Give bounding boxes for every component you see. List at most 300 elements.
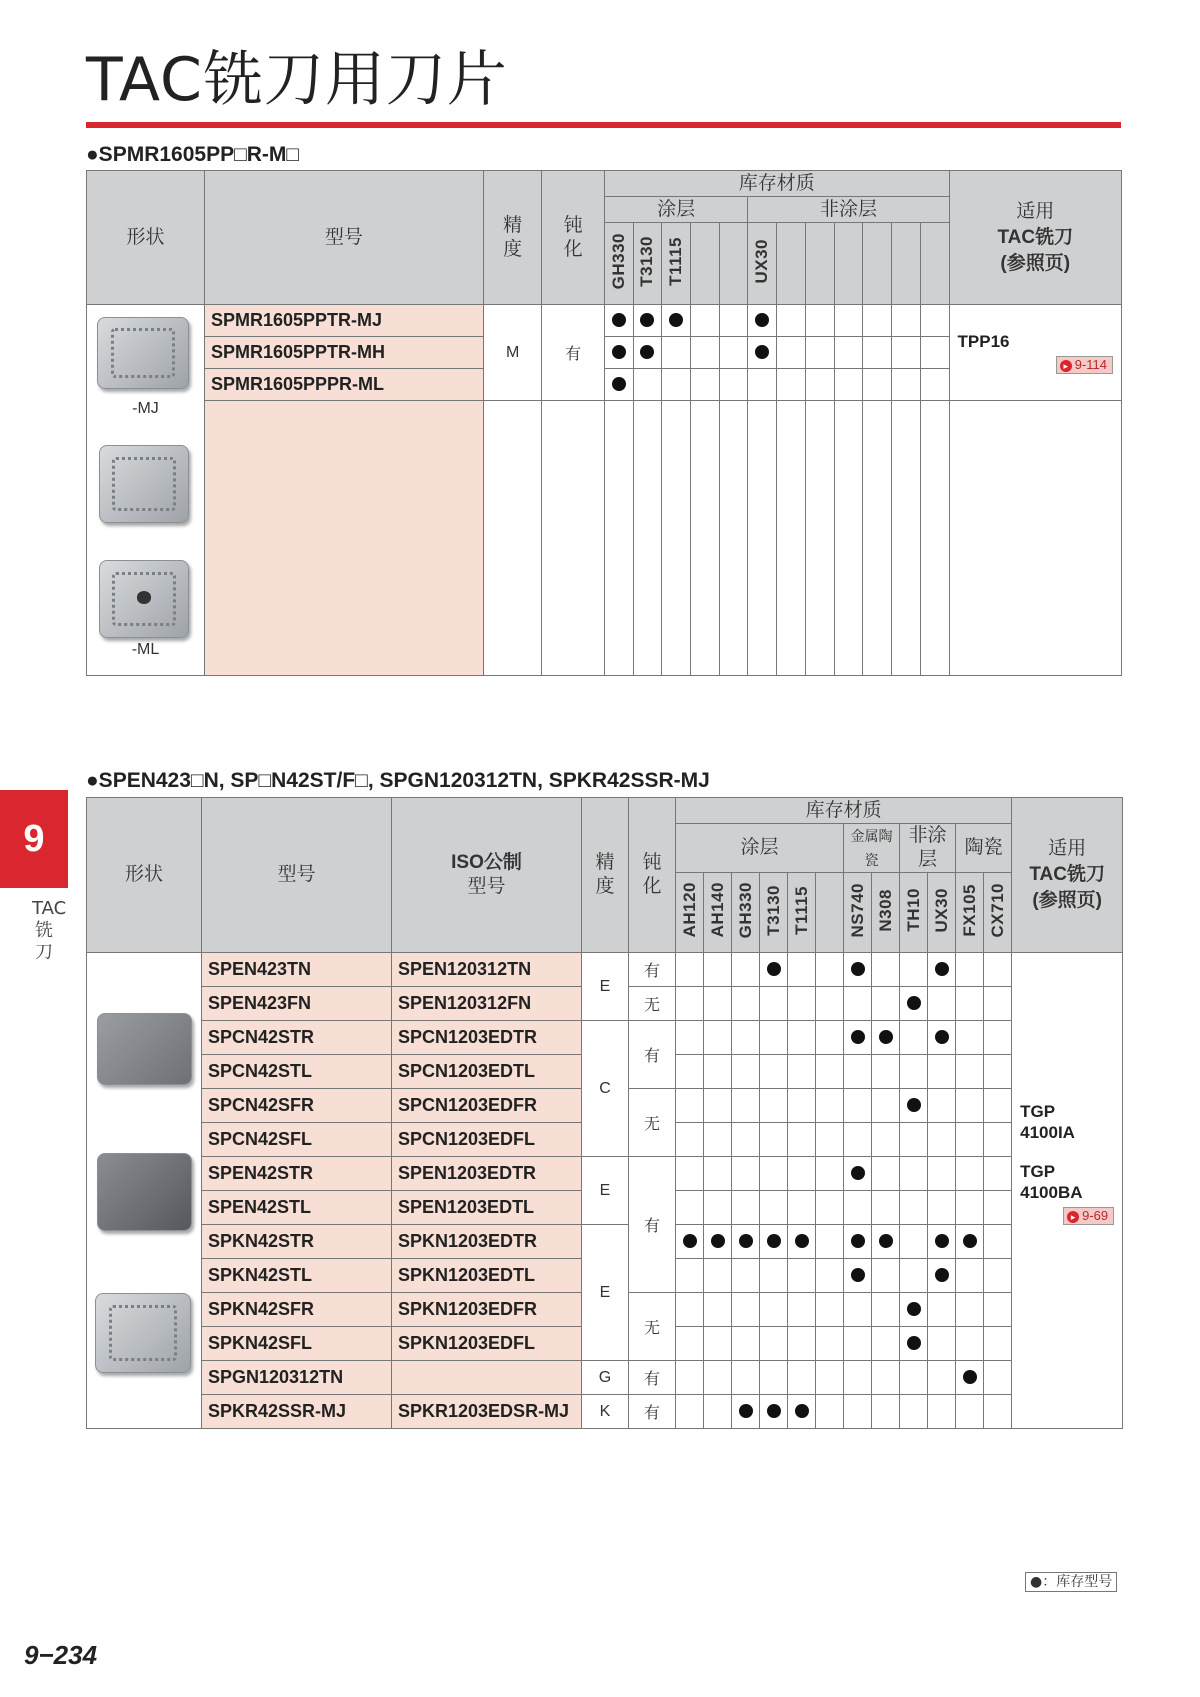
stock-cell	[844, 987, 872, 1021]
grade-label: T3130	[763, 884, 783, 936]
chapter-tab[interactable]: 9	[0, 790, 68, 888]
stock-cell	[816, 1327, 844, 1361]
stock-cell	[760, 1055, 788, 1089]
stock-cell	[984, 1191, 1012, 1225]
stock-cell	[816, 953, 844, 987]
stock-cell	[760, 1089, 788, 1123]
header2-honing	[629, 798, 676, 953]
insert-ml-image	[99, 560, 189, 638]
header-stock-material: 库存材质	[604, 171, 949, 197]
section1-title: ●SPMR1605PP□R-M□	[86, 143, 300, 166]
header-applicable	[949, 171, 1121, 305]
stock-cell	[788, 1021, 816, 1055]
legend: ●：库存型号	[1025, 1572, 1117, 1592]
stock-cell	[662, 369, 691, 401]
stock-dot	[963, 1370, 977, 1384]
stock-cell	[760, 1123, 788, 1157]
title-underline	[86, 122, 1121, 128]
stock-cell	[732, 1293, 760, 1327]
stock-cell	[732, 1395, 760, 1429]
header-precision-text: 精度	[503, 214, 523, 260]
stock-cell	[662, 337, 691, 369]
model-cell: SPMR1605PPTR-MH	[204, 337, 483, 369]
model-cell: SPCN42SFL	[202, 1123, 392, 1157]
stock-dot	[935, 1268, 949, 1282]
model-cell: SPKN42STR	[202, 1225, 392, 1259]
empty-cell	[748, 401, 777, 676]
stock-cell	[900, 1225, 928, 1259]
grade-header	[748, 223, 777, 305]
honing-cell: 无	[629, 987, 676, 1021]
header2-honing-text: 钝化	[642, 852, 662, 897]
stock-cell	[984, 1361, 1012, 1395]
stock-cell	[872, 953, 900, 987]
stock-cell	[900, 1055, 928, 1089]
stock-cell	[691, 369, 720, 401]
model-cell: SPKN42STL	[202, 1259, 392, 1293]
model-cell: SPKR42SSR-MJ	[202, 1395, 392, 1429]
stock-cell	[872, 1157, 900, 1191]
stock-cell	[633, 337, 662, 369]
precision-cell: E	[582, 1225, 629, 1361]
stock-cell	[928, 1395, 956, 1429]
grade-header	[760, 873, 788, 953]
shape-label-mj: -MJ	[132, 400, 159, 417]
stock-cell	[928, 1327, 956, 1361]
tac1-name: TGP	[1020, 1102, 1056, 1121]
stock-dot	[739, 1404, 753, 1418]
stock-cell	[788, 1157, 816, 1191]
stock-cell	[844, 1157, 872, 1191]
arrow-icon: ▸	[1060, 360, 1072, 372]
stock-cell	[676, 1395, 704, 1429]
stock-cell	[748, 337, 777, 369]
empty-cell	[805, 401, 834, 676]
stock-cell	[816, 1293, 844, 1327]
grade-label: UX30	[752, 238, 772, 284]
stock-cell	[844, 1395, 872, 1429]
stock-cell	[788, 1089, 816, 1123]
header2-ceramic: 陶瓷	[956, 824, 1012, 873]
stock-cell	[956, 1055, 984, 1089]
header-precision	[483, 171, 541, 305]
stock-cell	[732, 1361, 760, 1395]
stock-cell	[920, 305, 949, 337]
stock-cell	[704, 987, 732, 1021]
stock-cell	[872, 987, 900, 1021]
table-row	[87, 1395, 1123, 1429]
stock-cell	[984, 1055, 1012, 1089]
stock-cell	[676, 1191, 704, 1225]
stock-cell	[872, 1191, 900, 1225]
model-cell: SPCN42STR	[202, 1021, 392, 1055]
stock-cell	[676, 1327, 704, 1361]
grade-header	[732, 873, 760, 953]
stock-cell	[788, 1259, 816, 1293]
stock-cell	[704, 1021, 732, 1055]
stock-cell	[704, 1123, 732, 1157]
grade-header	[863, 223, 892, 305]
model-cell: SPCN42SFR	[202, 1089, 392, 1123]
stock-cell	[719, 305, 748, 337]
stock-cell	[900, 1021, 928, 1055]
stock-cell	[777, 305, 806, 337]
stock-cell	[834, 305, 863, 337]
chapter-tab-label: TAC铣刀	[32, 898, 67, 963]
stock-cell	[676, 1361, 704, 1395]
tac-cell	[1012, 953, 1123, 1429]
stock-cell	[844, 1259, 872, 1293]
stock-dot	[739, 1234, 753, 1248]
insert-mj-image	[97, 317, 189, 389]
stock-cell	[844, 1361, 872, 1395]
grade-header	[676, 873, 704, 953]
page-ref-text: 9-69	[1082, 1208, 1109, 1223]
stock-cell	[928, 1225, 956, 1259]
stock-cell	[928, 1259, 956, 1293]
stock-cell	[900, 987, 928, 1021]
stock-cell	[872, 1089, 900, 1123]
stock-cell	[872, 1123, 900, 1157]
stock-cell	[719, 369, 748, 401]
stock-cell	[704, 1191, 732, 1225]
model-cell: SPMR1605PPPR-ML	[204, 369, 483, 401]
table-row	[87, 1157, 1123, 1191]
stock-cell	[956, 1089, 984, 1123]
honing-cell: 有	[629, 1361, 676, 1395]
honing-cell: 有	[629, 1157, 676, 1293]
stock-dot	[907, 1336, 921, 1350]
stock-dot	[767, 1404, 781, 1418]
stock-cell	[732, 1259, 760, 1293]
table-row	[87, 1361, 1123, 1395]
stock-cell	[816, 1157, 844, 1191]
stock-cell	[760, 1395, 788, 1429]
stock-cell	[928, 987, 956, 1021]
grade-header	[834, 223, 863, 305]
stock-cell	[816, 1055, 844, 1089]
empty-cell	[863, 401, 892, 676]
stock-cell	[788, 1361, 816, 1395]
stock-cell	[805, 305, 834, 337]
stock-cell	[928, 1123, 956, 1157]
iso-cell	[392, 1361, 582, 1395]
stock-cell	[984, 1259, 1012, 1293]
stock-cell	[816, 1361, 844, 1395]
stock-dot	[907, 1302, 921, 1316]
stock-cell	[984, 1157, 1012, 1191]
header2-shape: 形状	[87, 798, 202, 953]
header2-uncoated: 非涂层	[900, 824, 956, 873]
stock-cell	[928, 953, 956, 987]
stock-dot	[851, 962, 865, 976]
stock-cell	[900, 1123, 928, 1157]
stock-dot	[640, 345, 654, 359]
stock-cell	[760, 1021, 788, 1055]
header2-iso-l2: 型号	[467, 876, 506, 897]
iso-cell: SPEN120312TN	[392, 953, 582, 987]
stock-cell	[748, 369, 777, 401]
grade-label: T3130	[637, 235, 657, 287]
grade-label: T1115	[666, 236, 686, 286]
grade-label: AH120	[679, 882, 699, 938]
stock-cell	[788, 1191, 816, 1225]
stock-cell	[676, 1157, 704, 1191]
stock-cell	[760, 987, 788, 1021]
stock-dot	[963, 1234, 977, 1248]
iso-cell: SPCN1203EDTL	[392, 1055, 582, 1089]
empty-cell	[777, 401, 806, 676]
stock-cell	[928, 1361, 956, 1395]
header2-stock-material: 库存材质	[676, 798, 1012, 824]
model-cell: SPKN42SFR	[202, 1293, 392, 1327]
grade-header	[788, 873, 816, 953]
stock-dot	[795, 1234, 809, 1248]
header-applicable-l2: TAC铣刀	[997, 226, 1074, 248]
model-cell: SPEN423FN	[202, 987, 392, 1021]
stock-cell	[844, 1191, 872, 1225]
stock-cell	[863, 305, 892, 337]
stock-cell	[816, 1225, 844, 1259]
stock-cell	[956, 1191, 984, 1225]
stock-cell	[984, 1123, 1012, 1157]
header2-applicable-l1: 适用	[1048, 838, 1087, 859]
stock-cell	[928, 1157, 956, 1191]
stock-cell	[704, 953, 732, 987]
stock-cell	[816, 1395, 844, 1429]
stock-cell	[928, 1089, 956, 1123]
stock-cell	[760, 1191, 788, 1225]
stock-dot	[851, 1268, 865, 1282]
stock-dot	[907, 996, 921, 1010]
grade-header	[704, 873, 732, 953]
stock-cell	[732, 1225, 760, 1259]
stock-cell	[760, 1293, 788, 1327]
stock-cell	[900, 1191, 928, 1225]
shape-images	[87, 305, 205, 676]
stock-cell	[704, 1293, 732, 1327]
stock-cell	[760, 953, 788, 987]
stock-cell	[732, 1021, 760, 1055]
stock-cell	[760, 1259, 788, 1293]
iso-cell: SPKN1203EDFR	[392, 1293, 582, 1327]
empty-cell	[662, 401, 691, 676]
header2-applicable	[1012, 798, 1123, 953]
stock-cell	[604, 337, 633, 369]
tac-cell	[949, 305, 1121, 401]
stock-cell	[604, 369, 633, 401]
stock-cell	[956, 1327, 984, 1361]
stock-cell	[900, 953, 928, 987]
stock-cell	[844, 1123, 872, 1157]
stock-cell	[900, 1157, 928, 1191]
header2-iso-l1: ISO公制	[451, 852, 522, 873]
iso-cell: SPCN1203EDFL	[392, 1123, 582, 1157]
stock-dot	[612, 313, 626, 327]
grade-header	[816, 873, 844, 953]
stock-cell	[732, 987, 760, 1021]
stock-cell	[788, 1225, 816, 1259]
stock-cell	[662, 305, 691, 337]
stock-cell	[872, 1021, 900, 1055]
stock-cell	[900, 1259, 928, 1293]
stock-cell	[676, 1089, 704, 1123]
stock-cell	[844, 1293, 872, 1327]
empty-cell	[719, 401, 748, 676]
model-cell: SPCN42STL	[202, 1055, 392, 1089]
stock-cell	[900, 1089, 928, 1123]
grade-header	[691, 223, 720, 305]
stock-cell	[984, 1021, 1012, 1055]
stock-cell	[844, 1089, 872, 1123]
stock-cell	[816, 1021, 844, 1055]
honing-cell: 有	[629, 953, 676, 987]
stock-cell	[900, 1293, 928, 1327]
stock-dot	[879, 1030, 893, 1044]
stock-dot	[907, 1098, 921, 1112]
header2-cermet: 金属陶瓷	[844, 824, 900, 873]
arrow-icon: ▸	[1067, 1211, 1079, 1223]
stock-cell	[928, 1293, 956, 1327]
stock-dot	[767, 1234, 781, 1248]
stock-cell	[704, 1361, 732, 1395]
stock-dot	[612, 345, 626, 359]
iso-cell: SPEN1203EDTL	[392, 1191, 582, 1225]
stock-cell	[900, 1327, 928, 1361]
grade-header	[900, 873, 928, 953]
stock-cell	[956, 1293, 984, 1327]
stock-cell	[633, 369, 662, 401]
stock-cell	[788, 987, 816, 1021]
tac2-model: 4100BA	[1020, 1183, 1083, 1202]
empty-cell	[604, 401, 633, 676]
header-model: 型号	[204, 171, 483, 305]
stock-cell	[872, 1293, 900, 1327]
stock-cell	[732, 1157, 760, 1191]
page-ref-link[interactable]	[1056, 356, 1113, 374]
iso-cell: SPCN1203EDTR	[392, 1021, 582, 1055]
honing-cell: 有	[629, 1021, 676, 1089]
model-cell: SPMR1605PPTR-MJ	[204, 305, 483, 337]
stock-cell	[928, 1021, 956, 1055]
stock-dot	[851, 1166, 865, 1180]
stock-cell	[760, 1327, 788, 1361]
empty-cell	[483, 401, 541, 676]
table-row	[87, 1021, 1123, 1055]
stock-cell	[732, 1123, 760, 1157]
stock-dot	[669, 313, 683, 327]
grade-header	[872, 873, 900, 953]
empty-cell	[542, 401, 605, 676]
precision-cell: E	[582, 953, 629, 1021]
stock-cell	[777, 337, 806, 369]
grade-header	[956, 873, 984, 953]
header2-precision	[582, 798, 629, 953]
stock-cell	[872, 1259, 900, 1293]
grade-label: T1115	[791, 885, 811, 935]
precision-cell: M	[483, 305, 541, 401]
header-applicable-l1: 适用	[1016, 200, 1055, 222]
stock-cell	[788, 1055, 816, 1089]
stock-cell	[788, 1293, 816, 1327]
grade-label: CX710	[987, 882, 1007, 938]
header-applicable-l3: (参照页)	[1000, 252, 1071, 274]
grade-header	[891, 223, 920, 305]
stock-cell	[676, 953, 704, 987]
stock-dot	[935, 1234, 949, 1248]
stock-cell	[777, 369, 806, 401]
iso-cell: SPKN1203EDTL	[392, 1259, 582, 1293]
stock-cell	[956, 1123, 984, 1157]
model-cell-empty	[204, 401, 483, 676]
honing-cell: 无	[629, 1293, 676, 1361]
stock-cell	[760, 1157, 788, 1191]
stock-cell	[704, 1089, 732, 1123]
section1-table	[86, 170, 1122, 676]
stock-cell	[633, 305, 662, 337]
stock-cell	[891, 369, 920, 401]
stock-cell	[704, 1055, 732, 1089]
grade-header	[984, 873, 1012, 953]
stock-cell	[872, 1361, 900, 1395]
shape-images	[87, 953, 202, 1429]
stock-cell	[760, 1225, 788, 1259]
stock-cell	[956, 1361, 984, 1395]
stock-cell	[732, 1191, 760, 1225]
stock-cell	[676, 1225, 704, 1259]
stock-dot	[711, 1234, 725, 1248]
stock-cell	[844, 1021, 872, 1055]
header-honing	[542, 171, 605, 305]
stock-cell	[816, 1123, 844, 1157]
grade-header	[633, 223, 662, 305]
stock-cell	[984, 987, 1012, 1021]
grade-header	[662, 223, 691, 305]
stock-cell	[676, 1293, 704, 1327]
stock-cell	[704, 1225, 732, 1259]
grade-label: GH330	[735, 881, 755, 939]
stock-cell	[872, 1395, 900, 1429]
stock-cell	[676, 987, 704, 1021]
stock-cell	[984, 953, 1012, 987]
shape-label-ml: -ML	[131, 641, 160, 658]
stock-cell	[816, 1089, 844, 1123]
stock-cell	[900, 1361, 928, 1395]
page-ref-link[interactable]	[1063, 1207, 1114, 1225]
stock-cell	[732, 1327, 760, 1361]
precision-cell: G	[582, 1361, 629, 1395]
empty-cell	[920, 401, 949, 676]
grade-label: NS740	[847, 882, 867, 938]
grade-label: TH10	[903, 888, 923, 932]
page-title: TAC铣刀用刀片	[86, 45, 508, 115]
stock-cell	[788, 1123, 816, 1157]
stock-cell	[956, 987, 984, 1021]
stock-cell	[788, 953, 816, 987]
grade-header	[920, 223, 949, 305]
stock-cell	[984, 1225, 1012, 1259]
stock-cell	[900, 1395, 928, 1429]
precision-cell: E	[582, 1157, 629, 1225]
precision-cell: C	[582, 1021, 629, 1157]
stock-cell	[704, 1327, 732, 1361]
iso-cell: SPEN1203EDTR	[392, 1157, 582, 1191]
stock-cell	[984, 1293, 1012, 1327]
stock-cell	[788, 1395, 816, 1429]
table-row	[87, 1225, 1123, 1259]
stock-cell	[788, 1327, 816, 1361]
stock-dot	[755, 345, 769, 359]
